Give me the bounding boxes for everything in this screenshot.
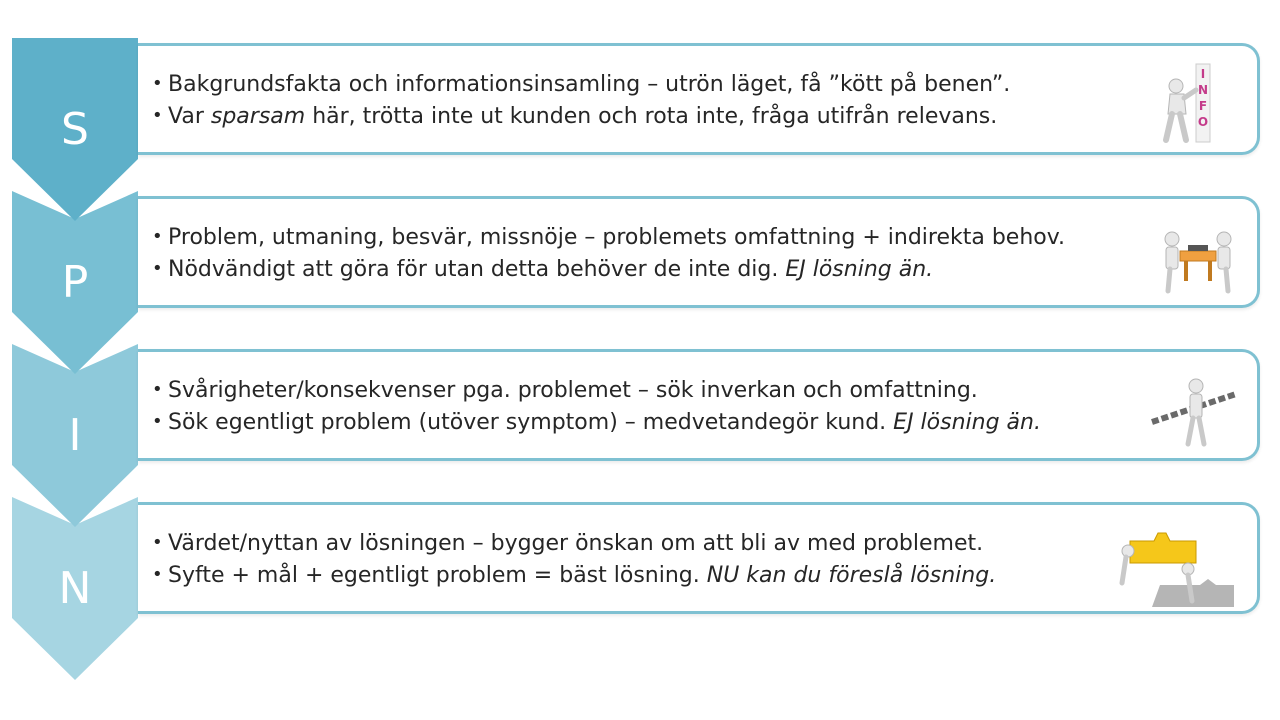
bullet-item <box>152 100 1010 132</box>
bullet-text: Svårigheter/konsekvenser pga. problemet – sök inverkan och omfattning. <box>168 378 978 403</box>
step-card-i <box>138 349 1260 461</box>
bullet-emphasis: NU kan du föreslå lösning. <box>706 563 997 588</box>
bullet-list <box>152 221 1065 285</box>
step-letter-i: I <box>68 410 82 461</box>
bullet-text: Sök egentligt problem (utöver symptom) – medvetandegör kund. <box>168 410 894 435</box>
bullet-list <box>152 374 1041 438</box>
step-card-n <box>138 502 1260 614</box>
bullet-text: Nödvändigt att göra för utan detta behöver de inte dig. <box>168 257 786 282</box>
bullet-text: Problem, utmaning, besvär, missnöje – problemets omfattning + indirekta behov. <box>168 225 1066 250</box>
bullet-text: här, trötta inte ut kunden och rota inte, fråga utifrån relevans. <box>305 104 998 129</box>
bullet-text: Syfte + mål + egentligt problem = bäst lösning. <box>168 563 707 588</box>
puzzle-figures-icon <box>1116 523 1236 609</box>
bullet-text: Värdet/nyttan av lösningen – bygger önskan om att bli av med problemet. <box>168 531 984 556</box>
bullet-list <box>152 527 996 591</box>
bullet-item <box>152 559 996 591</box>
bullet-item <box>152 406 1041 438</box>
bullet-item <box>152 253 1065 285</box>
bullet-emphasis: EJ lösning än. <box>893 410 1041 435</box>
svg-text:O: O <box>1197 115 1209 129</box>
svg-text:F: F <box>1198 99 1208 113</box>
step-letter-n: N <box>58 563 92 614</box>
bullet-item <box>152 527 996 559</box>
step-card-p <box>138 196 1260 308</box>
bullet-emphasis: EJ lösning än. <box>785 257 934 282</box>
bullet-text: Var <box>168 104 211 129</box>
step-letter-s: S <box>61 104 89 155</box>
info-sign-text: I <box>1200 67 1206 81</box>
bullet-text: Bakgrundsfakta och informationsinsamling – utrön läget, få ”kött på benen”. <box>168 72 1011 97</box>
bullet-emphasis: sparsam <box>210 104 306 129</box>
bullet-item <box>152 68 1010 100</box>
figure-chain-icon <box>1148 372 1240 448</box>
step-card-s <box>138 43 1260 155</box>
bullet-item <box>152 374 1041 406</box>
step-letter-p: P <box>61 257 89 308</box>
svg-text:N: N <box>1197 83 1209 97</box>
bullet-list <box>152 68 1010 132</box>
info-sign-figure-icon <box>1156 56 1216 144</box>
bullet-item <box>152 221 1065 253</box>
chess-players-icon <box>1162 217 1234 297</box>
